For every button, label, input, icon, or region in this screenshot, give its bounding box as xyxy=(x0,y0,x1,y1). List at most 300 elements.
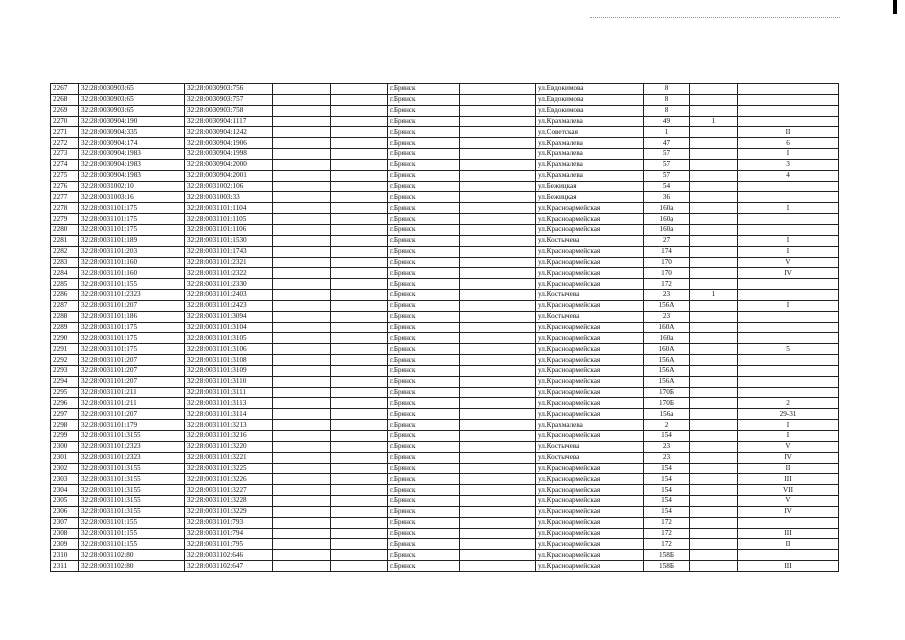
parent-cadastral-cell: 32:28:0031101:2323 xyxy=(79,441,185,452)
empty-cell xyxy=(331,517,388,528)
street-cell: ул.Красноармейская xyxy=(536,387,644,398)
row-number-cell: 2274 xyxy=(51,159,79,170)
table-row xyxy=(51,365,839,376)
row-number-cell: 2306 xyxy=(51,506,79,517)
empty-cell xyxy=(273,506,331,517)
house-cell: 172 xyxy=(644,517,690,528)
empty-cell xyxy=(331,506,388,517)
flat-cell xyxy=(690,311,738,322)
flat-cell xyxy=(690,149,738,160)
row-number-cell: 2299 xyxy=(51,431,79,442)
empty-cell xyxy=(460,506,536,517)
street-cell: ул.Крахмалева xyxy=(536,159,644,170)
house-cell: 156а xyxy=(644,409,690,420)
cadastral-number-cell: 32:28:0031101:1104 xyxy=(185,203,273,214)
empty-cell xyxy=(273,463,331,474)
cadastral-number-cell: 32:28:0031101:1105 xyxy=(185,214,273,225)
empty-cell xyxy=(331,84,388,95)
room-cell: IV xyxy=(738,506,839,517)
city-cell: г.Брянск xyxy=(388,528,460,539)
table-row xyxy=(51,474,839,485)
row-number-cell: 2287 xyxy=(51,300,79,311)
table-row xyxy=(51,192,839,203)
city-cell: г.Брянск xyxy=(388,474,460,485)
empty-cell xyxy=(331,463,388,474)
city-cell: г.Брянск xyxy=(388,398,460,409)
empty-cell xyxy=(460,431,536,442)
registry-table xyxy=(50,83,839,572)
cadastral-number-cell: 32:28:0031101:3114 xyxy=(185,409,273,420)
empty-cell xyxy=(331,127,388,138)
empty-cell xyxy=(273,376,331,387)
empty-cell xyxy=(331,365,388,376)
parent-cadastral-cell: 32:28:0031101:179 xyxy=(79,420,185,431)
empty-cell xyxy=(273,528,331,539)
empty-cell xyxy=(273,365,331,376)
parent-cadastral-cell: 32:28:0031101:155 xyxy=(79,528,185,539)
street-cell: ул.Красноармейская xyxy=(536,300,644,311)
cadastral-number-cell: 32:28:0031101:794 xyxy=(185,528,273,539)
city-cell: г.Брянск xyxy=(388,322,460,333)
flat-cell xyxy=(690,365,738,376)
registry-table-body xyxy=(51,84,839,572)
empty-cell xyxy=(460,138,536,149)
room-cell: II xyxy=(738,539,839,550)
table-row xyxy=(51,138,839,149)
room-cell: VII xyxy=(738,485,839,496)
row-number-cell: 2311 xyxy=(51,561,79,572)
city-cell: г.Брянск xyxy=(388,387,460,398)
parent-cadastral-cell: 32:28:0031101:203 xyxy=(79,246,185,257)
table-row xyxy=(51,300,839,311)
row-number-cell: 2278 xyxy=(51,203,79,214)
parent-cadastral-cell: 32:28:0030904:1983 xyxy=(79,159,185,170)
empty-cell xyxy=(273,387,331,398)
empty-cell xyxy=(460,496,536,507)
house-cell: 27 xyxy=(644,235,690,246)
empty-cell xyxy=(331,181,388,192)
parent-cadastral-cell: 32:28:0030903:65 xyxy=(79,84,185,95)
parent-cadastral-cell: 32:28:0030904:174 xyxy=(79,138,185,149)
flat-cell xyxy=(690,506,738,517)
row-number-cell: 2269 xyxy=(51,105,79,116)
room-cell: II xyxy=(738,127,839,138)
city-cell: г.Брянск xyxy=(388,561,460,572)
room-cell: 29-31 xyxy=(738,409,839,420)
city-cell: г.Брянск xyxy=(388,279,460,290)
parent-cadastral-cell: 32:28:0031101:189 xyxy=(79,235,185,246)
room-cell xyxy=(738,84,839,95)
cadastral-number-cell: 32:28:0030904:1998 xyxy=(185,149,273,160)
street-cell: ул.Красноармейская xyxy=(536,224,644,235)
empty-cell xyxy=(460,365,536,376)
house-cell: 154 xyxy=(644,496,690,507)
flat-cell xyxy=(690,170,738,181)
street-cell: ул.Красноармейская xyxy=(536,409,644,420)
street-cell: ул.Красноармейская xyxy=(536,376,644,387)
table-row xyxy=(51,517,839,528)
cadastral-number-cell: 32:28:0031101:3226 xyxy=(185,474,273,485)
flat-cell: 1 xyxy=(690,290,738,301)
city-cell: г.Брянск xyxy=(388,257,460,268)
street-cell: ул.Красноармейская xyxy=(536,322,644,333)
empty-cell xyxy=(273,409,331,420)
street-cell: ул.Красноармейская xyxy=(536,355,644,366)
empty-cell xyxy=(460,355,536,366)
empty-cell xyxy=(273,431,331,442)
room-cell: I xyxy=(738,235,839,246)
table-row xyxy=(51,94,839,105)
row-number-cell: 2288 xyxy=(51,311,79,322)
table-row xyxy=(51,170,839,181)
table-row xyxy=(51,506,839,517)
empty-cell xyxy=(460,420,536,431)
parent-cadastral-cell: 32:28:0031101:175 xyxy=(79,333,185,344)
city-cell: г.Брянск xyxy=(388,311,460,322)
house-cell: 160а xyxy=(644,333,690,344)
street-cell: ул.Костычева xyxy=(536,235,644,246)
empty-cell xyxy=(460,279,536,290)
empty-cell xyxy=(273,452,331,463)
empty-cell xyxy=(331,539,388,550)
empty-cell xyxy=(331,149,388,160)
house-cell: 158Б xyxy=(644,561,690,572)
cadastral-number-cell: 32:28:0031101:3216 xyxy=(185,431,273,442)
room-cell: III xyxy=(738,474,839,485)
empty-cell xyxy=(460,116,536,127)
table-row xyxy=(51,203,839,214)
room-cell xyxy=(738,279,839,290)
row-number-cell: 2272 xyxy=(51,138,79,149)
street-cell: ул.Евдокимова xyxy=(536,105,644,116)
row-number-cell: 2281 xyxy=(51,235,79,246)
house-cell: 2 xyxy=(644,420,690,431)
empty-cell xyxy=(273,550,331,561)
parent-cadastral-cell: 32:28:0030903:65 xyxy=(79,94,185,105)
table-row xyxy=(51,224,839,235)
flat-cell xyxy=(690,376,738,387)
row-number-cell: 2289 xyxy=(51,322,79,333)
cadastral-number-cell: 32:28:0031101:3220 xyxy=(185,441,273,452)
room-cell: I xyxy=(738,149,839,160)
house-cell: 160а xyxy=(644,224,690,235)
house-cell: 23 xyxy=(644,452,690,463)
empty-cell xyxy=(331,235,388,246)
room-cell xyxy=(738,311,839,322)
room-cell: 6 xyxy=(738,138,839,149)
street-cell: ул.Красноармейская xyxy=(536,214,644,225)
table-row xyxy=(51,257,839,268)
parent-cadastral-cell: 32:28:0030904:335 xyxy=(79,127,185,138)
row-number-cell: 2290 xyxy=(51,333,79,344)
empty-cell xyxy=(460,550,536,561)
cadastral-number-cell: 32:28:0031101:3094 xyxy=(185,311,273,322)
room-cell xyxy=(738,365,839,376)
empty-cell xyxy=(460,322,536,333)
house-cell: 8 xyxy=(644,105,690,116)
room-cell: IV xyxy=(738,452,839,463)
cadastral-number-cell: 32:28:0031101:2322 xyxy=(185,268,273,279)
cadastral-number-cell: 32:28:0031101:3110 xyxy=(185,376,273,387)
street-cell: ул.Красноармейская xyxy=(536,279,644,290)
parent-cadastral-cell: 32:28:0031101:207 xyxy=(79,300,185,311)
street-cell: ул.Красноармейская xyxy=(536,203,644,214)
empty-cell xyxy=(460,485,536,496)
parent-cadastral-cell: 32:28:0031101:175 xyxy=(79,214,185,225)
city-cell: г.Брянск xyxy=(388,203,460,214)
empty-cell xyxy=(273,561,331,572)
flat-cell xyxy=(690,300,738,311)
empty-cell xyxy=(331,138,388,149)
empty-cell xyxy=(460,149,536,160)
row-number-cell: 2293 xyxy=(51,365,79,376)
empty-cell xyxy=(273,257,331,268)
empty-cell xyxy=(460,528,536,539)
empty-cell xyxy=(331,257,388,268)
empty-cell xyxy=(460,159,536,170)
flat-cell xyxy=(690,398,738,409)
flat-cell xyxy=(690,94,738,105)
cadastral-number-cell: 32:28:0031101:795 xyxy=(185,539,273,550)
row-number-cell: 2297 xyxy=(51,409,79,420)
empty-cell xyxy=(460,344,536,355)
parent-cadastral-cell: 32:28:0031101:207 xyxy=(79,409,185,420)
empty-cell xyxy=(460,539,536,550)
flat-cell xyxy=(690,561,738,572)
parent-cadastral-cell: 32:28:0031101:3155 xyxy=(79,431,185,442)
cadastral-number-cell: 32:28:0031101:1530 xyxy=(185,235,273,246)
room-cell: 5 xyxy=(738,344,839,355)
house-cell: 172 xyxy=(644,279,690,290)
city-cell: г.Брянск xyxy=(388,149,460,160)
row-number-cell: 2279 xyxy=(51,214,79,225)
room-cell: 4 xyxy=(738,170,839,181)
flat-cell xyxy=(690,474,738,485)
empty-cell xyxy=(273,84,331,95)
empty-cell xyxy=(331,528,388,539)
house-cell: 57 xyxy=(644,149,690,160)
room-cell xyxy=(738,322,839,333)
room-cell: V xyxy=(738,496,839,507)
empty-cell xyxy=(331,192,388,203)
street-cell: ул.Красноармейская xyxy=(536,431,644,442)
empty-cell xyxy=(273,355,331,366)
house-cell: 47 xyxy=(644,138,690,149)
street-cell: ул.Красноармейская xyxy=(536,506,644,517)
city-cell: г.Брянск xyxy=(388,376,460,387)
room-cell: I xyxy=(738,420,839,431)
parent-cadastral-cell: 32:28:0030904:190 xyxy=(79,116,185,127)
flat-cell xyxy=(690,333,738,344)
table-row xyxy=(51,441,839,452)
empty-cell xyxy=(273,105,331,116)
table-row xyxy=(51,214,839,225)
empty-cell xyxy=(331,409,388,420)
city-cell: г.Брянск xyxy=(388,170,460,181)
empty-cell xyxy=(273,181,331,192)
parent-cadastral-cell: 32:28:0031101:155 xyxy=(79,517,185,528)
house-cell: 23 xyxy=(644,290,690,301)
house-cell: 8 xyxy=(644,94,690,105)
flat-cell xyxy=(690,355,738,366)
empty-cell xyxy=(460,452,536,463)
row-number-cell: 2267 xyxy=(51,84,79,95)
flat-cell xyxy=(690,322,738,333)
empty-cell xyxy=(331,398,388,409)
room-cell xyxy=(738,355,839,366)
empty-cell xyxy=(331,550,388,561)
parent-cadastral-cell: 32:28:0031101:175 xyxy=(79,322,185,333)
street-cell: ул.Евдокимова xyxy=(536,84,644,95)
empty-cell xyxy=(331,355,388,366)
street-cell: ул.Бежицкая xyxy=(536,192,644,203)
city-cell: г.Брянск xyxy=(388,268,460,279)
street-cell: ул.Костычева xyxy=(536,441,644,452)
parent-cadastral-cell: 32:28:0031101:175 xyxy=(79,224,185,235)
room-cell: I xyxy=(738,246,839,257)
cadastral-number-cell: 32:28:0031101:3213 xyxy=(185,420,273,431)
flat-cell xyxy=(690,235,738,246)
empty-cell xyxy=(331,322,388,333)
city-cell: г.Брянск xyxy=(388,355,460,366)
empty-cell xyxy=(331,105,388,116)
row-number-cell: 2286 xyxy=(51,290,79,301)
cadastral-number-cell: 32:28:0031101:3106 xyxy=(185,344,273,355)
row-number-cell: 2307 xyxy=(51,517,79,528)
empty-cell xyxy=(331,420,388,431)
room-cell xyxy=(738,224,839,235)
table-row xyxy=(51,333,839,344)
empty-cell xyxy=(460,170,536,181)
house-cell: 54 xyxy=(644,181,690,192)
empty-cell xyxy=(460,517,536,528)
cadastral-number-cell: 32:28:0031101:3225 xyxy=(185,463,273,474)
table-row xyxy=(51,279,839,290)
parent-cadastral-cell: 32:28:0031101:2323 xyxy=(79,290,185,301)
flat-cell xyxy=(690,550,738,561)
street-cell: ул.Красноармейская xyxy=(536,496,644,507)
empty-cell xyxy=(460,214,536,225)
parent-cadastral-cell: 32:28:0031101:2323 xyxy=(79,452,185,463)
house-cell: 1 xyxy=(644,127,690,138)
empty-cell xyxy=(273,344,331,355)
empty-cell xyxy=(460,398,536,409)
empty-cell xyxy=(460,246,536,257)
house-cell: 154 xyxy=(644,463,690,474)
parent-cadastral-cell: 32:28:0030904:1983 xyxy=(79,149,185,160)
empty-cell xyxy=(273,398,331,409)
table-row xyxy=(51,561,839,572)
street-cell: ул.Бежицкая xyxy=(536,181,644,192)
street-cell: ул.Крахмалева xyxy=(536,138,644,149)
empty-cell xyxy=(273,224,331,235)
street-cell: ул.Красноармейская xyxy=(536,474,644,485)
city-cell: г.Брянск xyxy=(388,485,460,496)
flat-cell xyxy=(690,192,738,203)
flat-cell xyxy=(690,246,738,257)
flat-cell xyxy=(690,344,738,355)
cadastral-number-cell: 32:28:0030904:1242 xyxy=(185,127,273,138)
parent-cadastral-cell: 32:28:0031101:207 xyxy=(79,376,185,387)
street-cell: ул.Костычева xyxy=(536,452,644,463)
table-row xyxy=(51,387,839,398)
city-cell: г.Брянск xyxy=(388,496,460,507)
cadastral-number-cell: 32:28:0031101:793 xyxy=(185,517,273,528)
empty-cell xyxy=(273,322,331,333)
house-cell: 170Б xyxy=(644,387,690,398)
parent-cadastral-cell: 32:28:0031102:80 xyxy=(79,550,185,561)
table-row xyxy=(51,159,839,170)
cadastral-number-cell: 32:28:0031003:33 xyxy=(185,192,273,203)
empty-cell xyxy=(460,333,536,344)
flat-cell xyxy=(690,431,738,442)
room-cell xyxy=(738,192,839,203)
row-number-cell: 2275 xyxy=(51,170,79,181)
street-cell: ул.Крахмалева xyxy=(536,116,644,127)
city-cell: г.Брянск xyxy=(388,246,460,257)
house-cell: 170 xyxy=(644,268,690,279)
empty-cell xyxy=(331,159,388,170)
cadastral-number-cell: 32:28:0031102:647 xyxy=(185,561,273,572)
empty-cell xyxy=(273,517,331,528)
row-number-cell: 2301 xyxy=(51,452,79,463)
house-cell: 156А xyxy=(644,365,690,376)
row-number-cell: 2291 xyxy=(51,344,79,355)
cadastral-number-cell: 32:28:0031101:1743 xyxy=(185,246,273,257)
table-row xyxy=(51,420,839,431)
table-row xyxy=(51,496,839,507)
empty-cell xyxy=(460,441,536,452)
flat-cell xyxy=(690,138,738,149)
street-cell: ул.Костычева xyxy=(536,311,644,322)
empty-cell xyxy=(331,496,388,507)
cadastral-number-cell: 32:28:0031101:3105 xyxy=(185,333,273,344)
table-row xyxy=(51,409,839,420)
city-cell: г.Брянск xyxy=(388,105,460,116)
parent-cadastral-cell: 32:28:0031002:10 xyxy=(79,181,185,192)
flat-cell: 1 xyxy=(690,116,738,127)
empty-cell xyxy=(273,333,331,344)
street-cell: ул.Красноармейская xyxy=(536,333,644,344)
cadastral-number-cell: 32:28:0030904:1117 xyxy=(185,116,273,127)
room-cell: I xyxy=(738,203,839,214)
house-cell: 172 xyxy=(644,539,690,550)
street-cell: ул.Красноармейская xyxy=(536,539,644,550)
flat-cell xyxy=(690,159,738,170)
table-row xyxy=(51,376,839,387)
empty-cell xyxy=(460,463,536,474)
city-cell: г.Брянск xyxy=(388,333,460,344)
house-cell: 174 xyxy=(644,246,690,257)
row-number-cell: 2292 xyxy=(51,355,79,366)
empty-cell xyxy=(460,192,536,203)
row-number-cell: 2296 xyxy=(51,398,79,409)
empty-cell xyxy=(331,441,388,452)
table-row xyxy=(51,149,839,160)
parent-cadastral-cell: 32:28:0031101:175 xyxy=(79,203,185,214)
empty-cell xyxy=(331,170,388,181)
empty-cell xyxy=(273,170,331,181)
empty-cell xyxy=(460,203,536,214)
table-row xyxy=(51,235,839,246)
empty-cell xyxy=(331,485,388,496)
city-cell: г.Брянск xyxy=(388,127,460,138)
house-cell: 8 xyxy=(644,84,690,95)
empty-cell xyxy=(273,539,331,550)
flat-cell xyxy=(690,452,738,463)
row-number-cell: 2294 xyxy=(51,376,79,387)
street-cell: ул.Красноармейская xyxy=(536,517,644,528)
